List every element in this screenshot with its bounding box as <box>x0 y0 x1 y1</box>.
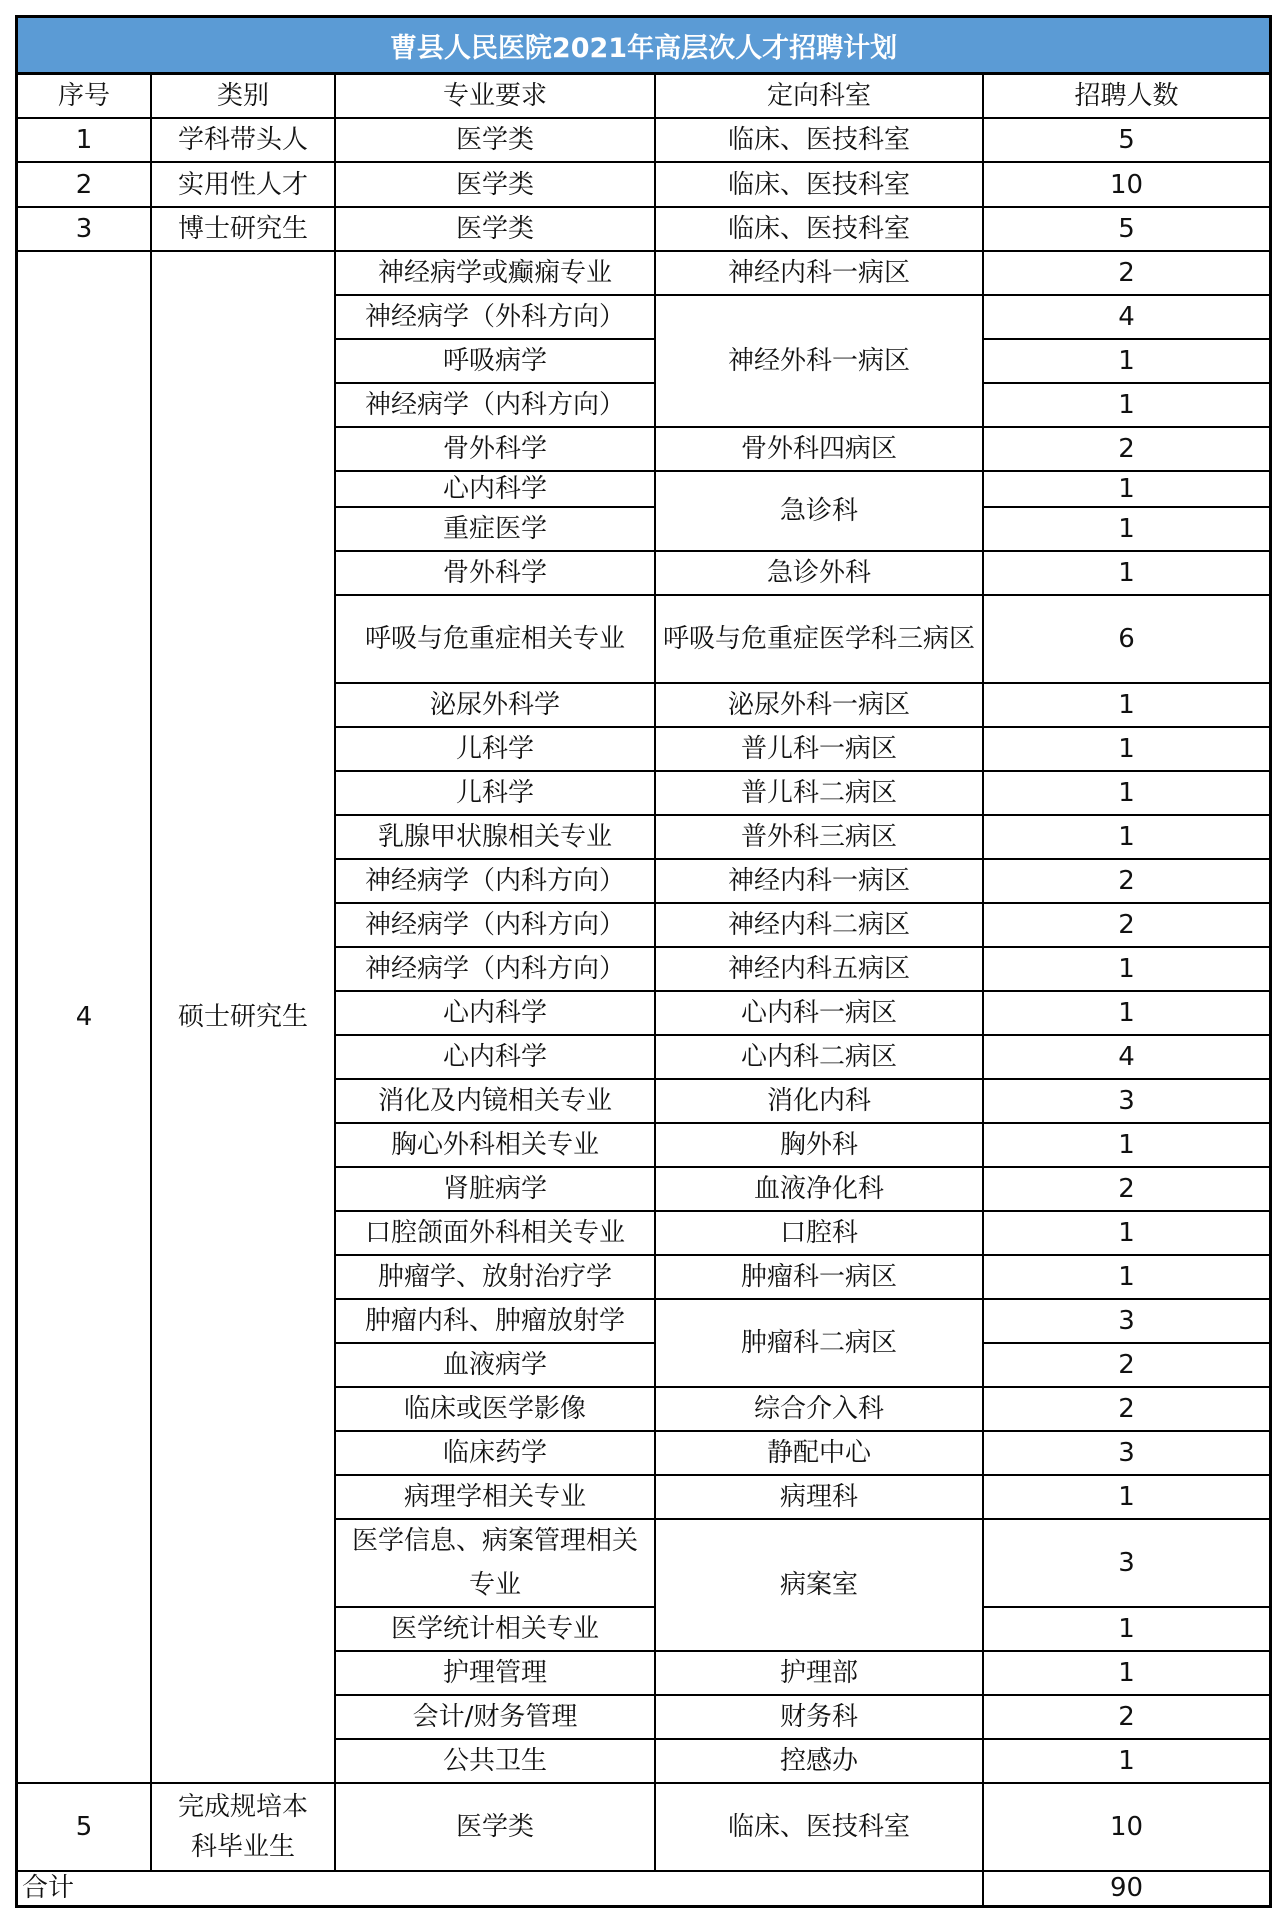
table-cell-count: 1 <box>984 992 1269 1036</box>
table-cell-major: 骨外科学 <box>336 552 656 596</box>
table-cell-dept: 呼吸与危重症医学科三病区 <box>656 596 984 684</box>
table-cell-major: 心内科学 <box>336 1036 656 1080</box>
table-cell-no: 1 <box>18 119 152 163</box>
table-cell-dept: 肿瘤科二病区 <box>656 1300 984 1388</box>
table-cell-count: 2 <box>984 428 1269 472</box>
table-cell-dept: 神经内科一病区 <box>656 252 984 296</box>
table-cell-major: 泌尿外科学 <box>336 684 656 728</box>
table-cell-major: 神经病学（内科方向） <box>336 948 656 992</box>
header-dept: 定向科室 <box>656 75 984 119</box>
table-cell-count: 3 <box>984 1432 1269 1476</box>
table-cell-category: 博士研究生 <box>152 208 336 252</box>
table-cell-major: 肾脏病学 <box>336 1168 656 1212</box>
table-cell-dept: 财务科 <box>656 1696 984 1740</box>
table-cell-dept: 神经内科二病区 <box>656 904 984 948</box>
table-cell-major: 医学类 <box>336 163 656 208</box>
table-cell-count: 4 <box>984 1036 1269 1080</box>
table-cell-no: 2 <box>18 163 152 208</box>
table-cell-count: 2 <box>984 904 1269 948</box>
table-cell-dept: 普儿科一病区 <box>656 728 984 772</box>
table-cell-count: 4 <box>984 296 1269 340</box>
total-label: 合计 <box>18 1872 984 1905</box>
table-cell-major: 神经病学（内科方向） <box>336 384 656 428</box>
table-cell-count: 1 <box>984 1740 1269 1784</box>
table-cell-count: 1 <box>984 1476 1269 1520</box>
table-cell-dept: 临床、医技科室 <box>656 163 984 208</box>
table-cell-major: 医学类 <box>336 119 656 163</box>
table-cell-count: 1 <box>984 472 1269 508</box>
table-cell-dept: 心内科二病区 <box>656 1036 984 1080</box>
table-cell-dept: 消化内科 <box>656 1080 984 1124</box>
table-cell-major: 临床药学 <box>336 1432 656 1476</box>
table-cell-dept: 泌尿外科一病区 <box>656 684 984 728</box>
table-cell-count: 1 <box>984 772 1269 816</box>
table-cell-dept: 肿瘤科一病区 <box>656 1256 984 1300</box>
table-cell-major: 医学类 <box>336 208 656 252</box>
table-cell-count: 1 <box>984 1212 1269 1256</box>
table-cell-dept: 胸外科 <box>656 1124 984 1168</box>
table-cell-major: 消化及内镜相关专业 <box>336 1080 656 1124</box>
table-cell-major: 医学信息、病案管理相关专业 <box>336 1520 656 1608</box>
table-cell-dept: 神经内科一病区 <box>656 860 984 904</box>
table-cell-category: 完成规培本科毕业生 <box>152 1784 336 1872</box>
table-cell-dept: 神经内科五病区 <box>656 948 984 992</box>
table-cell-category: 实用性人才 <box>152 163 336 208</box>
table-cell-count: 1 <box>984 948 1269 992</box>
header-major: 专业要求 <box>336 75 656 119</box>
table-cell-no: 5 <box>18 1784 152 1872</box>
table-cell-count: 3 <box>984 1520 1269 1608</box>
table-cell-count: 2 <box>984 1344 1269 1388</box>
table-cell-dept: 病案室 <box>656 1520 984 1652</box>
table-cell-dept: 静配中心 <box>656 1432 984 1476</box>
table-cell-major: 呼吸与危重症相关专业 <box>336 596 656 684</box>
header-category: 类别 <box>152 75 336 119</box>
table-cell-dept: 控感办 <box>656 1740 984 1784</box>
table-cell-dept: 综合介入科 <box>656 1388 984 1432</box>
table-cell-major: 肿瘤内科、肿瘤放射学 <box>336 1300 656 1344</box>
table-cell-count: 1 <box>984 340 1269 384</box>
table-cell-major: 护理管理 <box>336 1652 656 1696</box>
table-cell-major: 乳腺甲状腺相关专业 <box>336 816 656 860</box>
table-cell-dept: 心内科一病区 <box>656 992 984 1036</box>
table-cell-count: 2 <box>984 1168 1269 1212</box>
table-cell-count: 1 <box>984 1124 1269 1168</box>
table-cell-count: 1 <box>984 508 1269 552</box>
table-cell-no: 3 <box>18 208 152 252</box>
table-cell-dept: 血液净化科 <box>656 1168 984 1212</box>
table-cell-count: 2 <box>984 1388 1269 1432</box>
table-cell-count: 2 <box>984 1696 1269 1740</box>
table-cell-dept: 护理部 <box>656 1652 984 1696</box>
table-cell-count: 10 <box>984 1784 1269 1872</box>
table-cell-count: 5 <box>984 208 1269 252</box>
table-cell-dept: 普儿科二病区 <box>656 772 984 816</box>
table-cell-major: 神经病学（内科方向） <box>336 904 656 948</box>
table-cell-major: 医学统计相关专业 <box>336 1608 656 1652</box>
table-cell-count: 5 <box>984 119 1269 163</box>
table-cell-dept: 临床、医技科室 <box>656 1784 984 1872</box>
table-cell-count: 1 <box>984 684 1269 728</box>
table-cell-dept: 临床、医技科室 <box>656 208 984 252</box>
table-cell-count: 1 <box>984 1256 1269 1300</box>
table-cell-count: 1 <box>984 1652 1269 1696</box>
table-cell-major: 儿科学 <box>336 728 656 772</box>
table-cell-dept: 病理科 <box>656 1476 984 1520</box>
table-cell-count: 1 <box>984 384 1269 428</box>
table-cell-count: 3 <box>984 1300 1269 1344</box>
table-cell-dept: 临床、医技科室 <box>656 119 984 163</box>
table-cell-dept: 普外科三病区 <box>656 816 984 860</box>
table-cell-major: 胸心外科相关专业 <box>336 1124 656 1168</box>
table-cell-major: 神经病学或癫痫专业 <box>336 252 656 296</box>
table-cell-dept: 口腔科 <box>656 1212 984 1256</box>
table-cell-count: 2 <box>984 252 1269 296</box>
table-cell-count: 1 <box>984 1608 1269 1652</box>
table-cell-dept: 急诊外科 <box>656 552 984 596</box>
table-cell-dept: 骨外科四病区 <box>656 428 984 472</box>
table-cell-count: 1 <box>984 816 1269 860</box>
table-cell-count: 1 <box>984 552 1269 596</box>
table-cell-major: 骨外科学 <box>336 428 656 472</box>
total-count: 90 <box>984 1872 1269 1905</box>
table-title: 曹县人民医院2021年高层次人才招聘计划 <box>18 18 1269 75</box>
table-cell-major: 儿科学 <box>336 772 656 816</box>
table-cell-major: 医学类 <box>336 1784 656 1872</box>
table-cell-major: 血液病学 <box>336 1344 656 1388</box>
header-count: 招聘人数 <box>984 75 1269 119</box>
table-cell-count: 1 <box>984 728 1269 772</box>
table-cell-major: 肿瘤学、放射治疗学 <box>336 1256 656 1300</box>
table-cell-no: 4 <box>18 252 152 1784</box>
table-cell-count: 3 <box>984 1080 1269 1124</box>
header-no: 序号 <box>18 75 152 119</box>
table-cell-major: 公共卫生 <box>336 1740 656 1784</box>
table-cell-major: 临床或医学影像 <box>336 1388 656 1432</box>
recruitment-plan-table <box>15 15 1272 1908</box>
table-cell-major: 神经病学（内科方向） <box>336 860 656 904</box>
table-cell-count: 6 <box>984 596 1269 684</box>
table-cell-count: 2 <box>984 860 1269 904</box>
table-cell-category: 硕士研究生 <box>152 252 336 1784</box>
table-cell-major: 心内科学 <box>336 992 656 1036</box>
table-cell-major: 会计/财务管理 <box>336 1696 656 1740</box>
table-cell-major: 重症医学 <box>336 508 656 552</box>
table-cell-category: 学科带头人 <box>152 119 336 163</box>
table-cell-count: 10 <box>984 163 1269 208</box>
table-cell-major: 呼吸病学 <box>336 340 656 384</box>
table-cell-major: 心内科学 <box>336 472 656 508</box>
table-cell-major: 口腔颌面外科相关专业 <box>336 1212 656 1256</box>
table-cell-major: 病理学相关专业 <box>336 1476 656 1520</box>
table-cell-dept: 急诊科 <box>656 472 984 552</box>
table-cell-major: 神经病学（外科方向） <box>336 296 656 340</box>
table-cell-dept: 神经外科一病区 <box>656 296 984 428</box>
